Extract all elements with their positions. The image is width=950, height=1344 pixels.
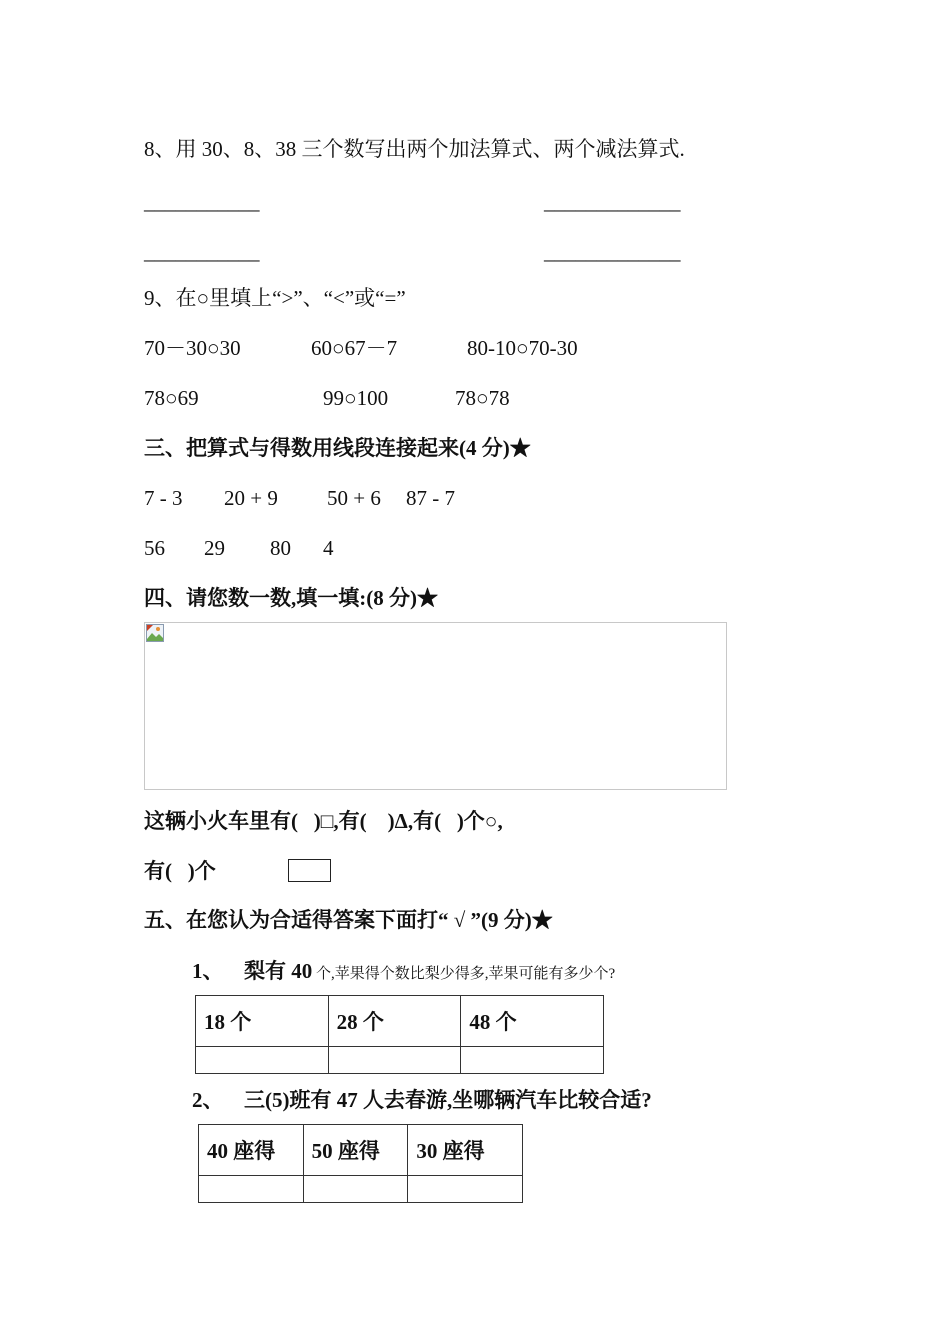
- compare-item: 78○69: [144, 386, 199, 410]
- train-count-sentence: 这辆小火车里有( )□,有( )Δ,有( )个○,: [144, 809, 503, 833]
- expression: 7 - 3: [144, 486, 183, 510]
- answer-blank[interactable]: _____________: [544, 240, 681, 264]
- section-4-title: 四、请您数一数,填一填:(8 分)★: [144, 586, 438, 610]
- question-8: 8、用 30、8、38 三个数写出两个加法算式、两个减法算式.: [144, 137, 685, 161]
- compare-item: 78○78: [455, 386, 510, 410]
- compare-item: 99○100: [323, 386, 389, 410]
- checkmark-cell[interactable]: [328, 1047, 461, 1074]
- checkmark-cell[interactable]: [303, 1176, 408, 1203]
- checkmark-cell[interactable]: [199, 1176, 304, 1203]
- question-1-rest: 个,苹果得个数比梨少得多,苹果可能有多少个?: [312, 966, 616, 982]
- checkmark-cell[interactable]: [461, 1047, 604, 1074]
- answer-blank[interactable]: _____________: [544, 190, 681, 214]
- answer-blank[interactable]: ___________: [144, 240, 260, 264]
- question-1-options-table: [195, 995, 604, 1074]
- train-count-sentence-2: 有( )个: [144, 859, 216, 883]
- answer-blank[interactable]: ___________: [144, 190, 260, 214]
- option-label: 28 个: [328, 996, 461, 1047]
- train-image-placeholder: [144, 622, 727, 790]
- question-2-number: 2、: [192, 1088, 224, 1112]
- question-2-text: 三(5)班有 47 人去春游,坐哪辆汽车比较合适?: [244, 1088, 652, 1112]
- expression: 87 - 7: [406, 486, 455, 510]
- option-label: 50 座得: [303, 1125, 408, 1176]
- result: 80: [270, 536, 291, 560]
- checkmark-cell[interactable]: [408, 1176, 523, 1203]
- compare-item: 70－30○30: [144, 336, 241, 360]
- compare-item: 60○67－7: [311, 336, 398, 360]
- expression: 50 + 6: [327, 486, 381, 510]
- question-1-number: 1、: [192, 959, 224, 983]
- question-2-options-table: [198, 1124, 523, 1203]
- option-label: 30 座得: [408, 1125, 523, 1176]
- option-label: 18 个: [196, 996, 329, 1047]
- result: 56: [144, 536, 165, 560]
- broken-image-icon: [146, 624, 164, 642]
- section-5-title: 五、在您认为合适得答案下面打“ √ ”(9 分)★: [144, 908, 553, 932]
- shape-answer-box[interactable]: [288, 859, 331, 882]
- section-3-title: 三、把算式与得数用线段连接起来(4 分)★: [144, 436, 531, 460]
- result: 29: [204, 536, 225, 560]
- checkmark-cell[interactable]: [196, 1047, 329, 1074]
- question-1-text: [244, 957, 615, 988]
- result: 4: [323, 536, 334, 560]
- option-label: 40 座得: [199, 1125, 304, 1176]
- question-9: 9、在○里填上“>”、“<”或“=”: [144, 286, 406, 310]
- option-label: 48 个: [461, 996, 604, 1047]
- expression: 20 + 9: [224, 486, 278, 510]
- compare-item: 80-10○70-30: [467, 336, 578, 360]
- question-1-lead: 梨有 40: [244, 959, 313, 983]
